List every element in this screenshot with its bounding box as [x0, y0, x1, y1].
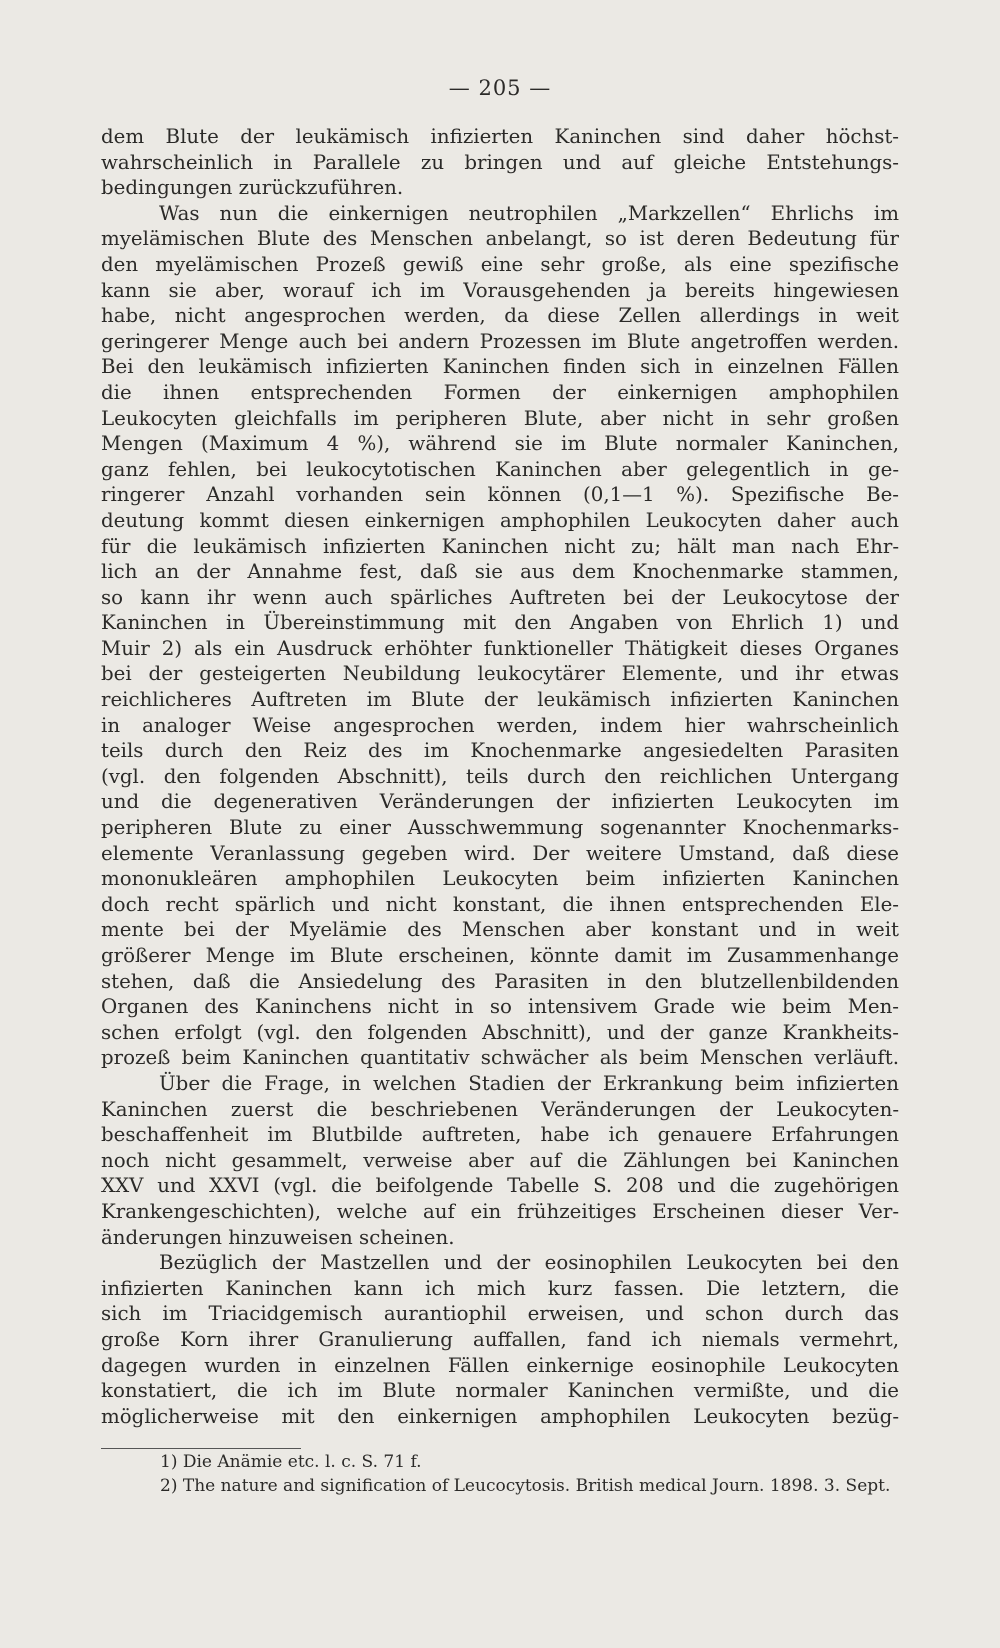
text-line: bedingungen zurückzuführen. — [101, 176, 404, 200]
text-line: für die leukämisch infizierten Kaninchen nicht zu; hält man nach Ehr- — [101, 534, 899, 558]
text-line: wahrscheinlich in Parallele zu bringen und auf gleiche Entstehungs- — [101, 150, 899, 174]
body-text — [101, 124, 899, 1429]
text-line: XXV und XXVI (vgl. die beifolgende Tabelle S. 208 und die zugehörigen — [101, 1174, 899, 1198]
text-line: elemente Veranlassung gegeben wird. Der weitere Umstand, daß diese — [101, 841, 899, 865]
text-line: möglicherweise mit den einkernigen amphophilen Leukocyten bezüg- — [101, 1404, 899, 1428]
text-line: (vgl. den folgenden Abschnitt), teils durch den reichlichen Untergang — [101, 764, 899, 788]
text-line: sich im Triacidgemisch aurantiophil erweisen, und schon durch das — [101, 1302, 899, 1326]
text-line: noch nicht gesammelt, verweise aber auf die Zählungen bei Kaninchen — [101, 1148, 899, 1172]
text-line: Krankengeschichten), welche auf ein frühzeitiges Erscheinen dieser Ver- — [101, 1199, 899, 1223]
text-line: peripheren Blute zu einer Ausschwemmung sogenannter Knochenmarks- — [101, 816, 899, 840]
text-line: Bezüglich der Mastzellen und der eosinophilen Leukocyten bei den — [159, 1251, 899, 1275]
text-line: die ihnen entsprechenden Formen der einkernigen amphophilen — [101, 380, 899, 404]
text-line: infizierten Kaninchen kann ich mich kurz fassen. Die letztern, die — [101, 1276, 899, 1300]
text-line: Bei den leukämisch infizierten Kaninchen finden sich in einzelnen Fällen — [101, 355, 899, 379]
text-line: myelämischen Blute des Menschen anbelangt, so ist deren Bedeutung für — [101, 227, 899, 251]
text-line: Muir 2) als ein Ausdruck erhöhter funktioneller Thätigkeit dieses Organes — [101, 636, 899, 660]
text-line: den myelämischen Prozeß gewiß eine sehr große, als eine spezifische — [101, 252, 899, 276]
page-number: — 205 — — [448, 76, 552, 100]
text-line: deutung kommt diesen einkernigen amphophilen Leukocyten daher auch — [101, 508, 899, 532]
text-line: dem Blute der leukämisch infizierten Kaninchen sind daher höchst- — [101, 125, 899, 148]
text-line: so kann ihr wenn auch spärliches Auftreten bei der Leukocytose der — [101, 585, 899, 609]
text-line: Was nun die einkernigen neutrophilen „Markzellen“ Ehrlichs im — [159, 201, 899, 225]
text-line: beschaffenheit im Blutbilde auftreten, habe ich genauere Erfahrungen — [101, 1123, 899, 1147]
footnote-1: 1) Die Anämie etc. l. c. S. 71 f. — [160, 1452, 422, 1472]
text-line: doch recht spärlich und nicht konstant, die ihnen entsprechenden Ele- — [101, 892, 899, 916]
footnote-2: 2) The nature and signification of Leucocytosis. British medical Journ. 1898. 3. Sept. — [160, 1476, 891, 1496]
text-line: konstatiert, die ich im Blute normaler Kaninchen vermißte, und die — [101, 1379, 899, 1403]
text-line: geringerer Menge auch bei andern Prozessen im Blute angetroffen werden. — [101, 329, 899, 353]
text-line: Kaninchen zuerst die beschriebenen Veränderungen der Leukocyten- — [101, 1097, 899, 1121]
text-line: lich an der Annahme fest, daß sie aus dem Knochenmarke stammen, — [101, 560, 899, 584]
text-line: und die degenerativen Veränderungen der infizierten Leukocyten im — [101, 790, 899, 814]
text-line: stehen, daß die Ansiedelung des Parasiten in den blutzellenbildenden — [101, 969, 899, 993]
text-line: große Korn ihrer Granulierung auffallen, fand ich niemals vermehrt, — [101, 1327, 899, 1351]
text-line: ringerer Anzahl vorhanden sein können (0,1—1 %). Spezifische Be- — [101, 483, 899, 507]
text-line: mente bei der Myelämie des Menschen aber konstant und in weit — [101, 918, 899, 942]
text-line: Kaninchen in Übereinstimmung mit den Angaben von Ehrlich 1) und — [101, 611, 899, 635]
text-line: prozeß beim Kaninchen quantitativ schwächer als beim Menschen verläuft. — [101, 1046, 899, 1070]
text-line: mononukleären amphophilen Leukocyten beim infizierten Kaninchen — [101, 867, 899, 891]
text-line: reichlicheres Auftreten im Blute der leukämisch infizierten Kaninchen — [101, 688, 899, 712]
text-line: habe, nicht angesprochen werden, da diese Zellen allerdings in weit — [101, 304, 899, 328]
text-line: ganz fehlen, bei leukocytotischen Kaninchen aber gelegentlich in ge- — [101, 457, 899, 481]
text-line: bei der gesteigerten Neubildung leukocytärer Elemente, und ihr etwas — [101, 662, 899, 686]
text-line: Mengen (Maximum 4 %), während sie im Blute normaler Kaninchen, — [101, 432, 899, 456]
footnotes — [160, 1450, 902, 1498]
footnote-rule — [101, 1448, 301, 1449]
text-line: kann sie aber, worauf ich im Vorausgehenden ja bereits hingewiesen — [101, 278, 899, 302]
text-line: änderungen hinzuweisen scheinen. — [101, 1225, 455, 1249]
text-line: Über die Frage, in welchen Stadien der Erkrankung beim infizierten — [159, 1071, 899, 1095]
text-line: in analoger Weise angesprochen werden, indem hier wahrscheinlich — [101, 713, 899, 737]
text-line: größerer Menge im Blute erscheinen, könnte damit im Zusammenhange — [101, 944, 899, 967]
text-line: Organen des Kaninchens nicht in so intensivem Grade wie beim Men- — [101, 995, 899, 1019]
text-line: teils durch den Reiz des im Knochenmarke angesiedelten Parasiten — [101, 739, 899, 763]
text-line: schen erfolgt (vgl. den folgenden Abschnitt), und der ganze Krankheits- — [101, 1020, 899, 1044]
text-line: Leukocyten gleichfalls im peripheren Blute, aber nicht in sehr großen — [101, 406, 899, 430]
text-line: dagegen wurden in einzelnen Fällen einkernige eosinophile Leukocyten — [101, 1353, 899, 1377]
